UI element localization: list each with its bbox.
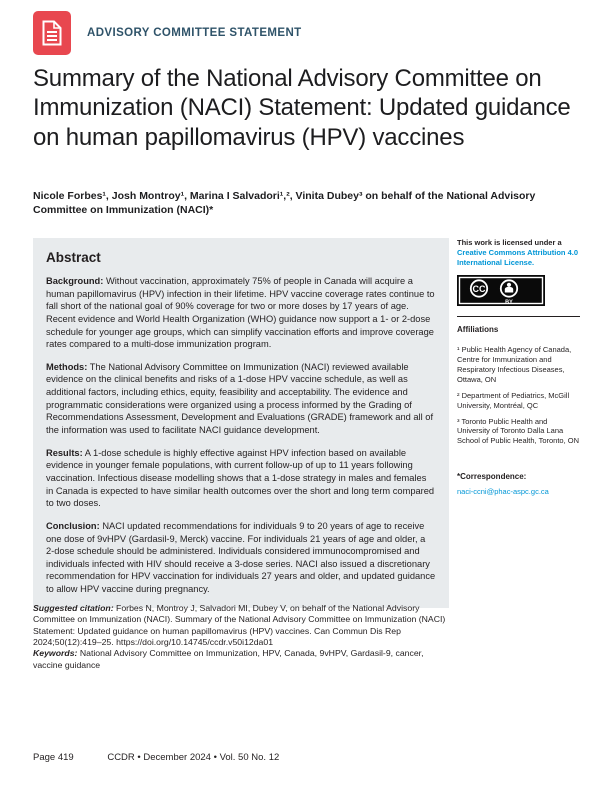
affiliation-1: ¹ Public Health Agency of Canada, Centre for Immunization and Respiratory Infectious Diseases, Ottawa, ON [457, 345, 572, 384]
document-icon [33, 11, 71, 55]
article-title: Summary of the National Advisory Committee on Immunization (NACI) Statement: Updated guidance on human papillomavirus (HPV) vaccines [33, 65, 571, 151]
correspondence-block [457, 472, 580, 496]
abstract-results-label: Results: [46, 447, 83, 458]
abstract-results-text: A 1-dose schedule is highly effective against HPV infection based on available evidence in younger female populations, with current follow-up of up to 11 years following vaccination. Infectious disease modelling shows that a 1-dose strategy in males and females in Canada is expected to have similar health outcomes over the short and long term compared to two doses. [46, 447, 435, 509]
affiliations-heading: Affiliations [457, 324, 499, 334]
keywords [33, 648, 451, 671]
page-number: Page 419 [33, 752, 74, 763]
suggested-citation [33, 603, 451, 648]
license-statement [457, 238, 580, 268]
abstract-heading: Abstract [46, 250, 101, 265]
suggested-citation-text: Forbes N, Montroy J, Salvadori MI, Dubey V, on behalf of the National Advisory Committee on Immunization (NACI). Summary of the National Advisory Committee on Immunization (NACI) Statement: Updated guidance on human papillomavirus (HPV) vaccines. Can Commun Dis Rep 2024;50(12):419–25. https://doi.org/10.14745/ccdr.v50i12da01 [33, 603, 446, 647]
abstract-conclusion-label: Conclusion: [46, 520, 100, 531]
abstract-conclusion-text: NACI updated recommendations for individuals 9 to 20 years of age to receive one dose of 9vHPV (Gardasil-9, Merck) vaccine. For individuals 21 years of age and older, a 2-dose schedule should be administered. Individuals considered immunocompromised and individuals infected with HIV should receive a 3-dose series. NACI also issued a discretionary recommendation for HPV vaccination for individuals 27 years and older, and updated guidance to allow HPV vaccine during pregnancy. [46, 520, 436, 595]
cc-by-label: BY [505, 299, 513, 306]
sidebar-divider [457, 316, 580, 317]
correspondence-label: *Correspondence: [457, 472, 527, 482]
cc-by-badge-icon [457, 275, 545, 306]
abstract-methods-label: Methods: [46, 361, 88, 372]
license-prefix: This work is licensed under a [457, 238, 562, 247]
svg-text:CC: CC [472, 283, 486, 294]
suggested-citation-label: Suggested citation: [33, 603, 114, 613]
abstract-background-text: Without vaccination, approximately 75% of people in Canada will acquire a human papillomavirus (HPV) infection in their lifetime. HPV vaccine coverage rates continue to fall short of the national goal of 90% coverage for two or more doses by 17 years of age. Recent evidence and World Health Organization (WHO) guidance now support a 1- or 2-dose schedule for younger age groups, which can simplify vaccination efforts and improve coverage rates compared to a multi-dose immunization program. [46, 276, 435, 350]
correspondence-email-link[interactable]: naci-ccni@phac-aspc.gc.ca [457, 486, 549, 496]
affiliation-3: ³ Toronto Public Health and University of Toronto Dalla Lana School of Public Health, Toronto, ON [457, 416, 580, 446]
sidebar [457, 238, 580, 497]
abstract-box [33, 238, 449, 608]
keywords-text: National Advisory Committee on Immunization, HPV, Canada, 9vHPV, Gardasil-9, cancer, vaccine guidance [33, 648, 424, 670]
abstract-conclusion [46, 520, 436, 596]
author-line: Nicole Forbes¹, Josh Montroy¹, Marina I Salvadori¹,², Vinita Dubey³ on behalf of the National Advisory Committee on Immunization (NACI)* [33, 190, 536, 216]
page-footer [33, 752, 579, 763]
abstract-background-label: Background: [46, 276, 104, 286]
abstract-methods-text: The National Advisory Committee on Immunization (NACI) reviewed available evidence on the clinical benefits and risks of a 1-dose HPV vaccine schedule, as well as additional factors, including ethics, equity, feasibility and acceptability. The evidence and programmatic considerations were organized using a process informed by the Grading of Recommendations Assessment, Development and Evaluations (GRADE) framework and all of the information was used to facilitate NACI guidance development. [46, 361, 434, 436]
affiliation-2: ² Department of Pediatrics, McGill University, Montréal, QC [457, 390, 570, 410]
journal-issue-line: CCDR • December 2024 • Vol. 50 No. 12 [107, 752, 280, 763]
abstract-background [46, 275, 436, 351]
article-type-header [33, 11, 302, 55]
article-type-label: ADVISORY COMMITTEE STATEMENT [87, 27, 302, 39]
abstract-methods [46, 361, 436, 437]
abstract-results [46, 447, 436, 510]
citation-block [33, 603, 451, 671]
keywords-label: Keywords: [33, 648, 78, 659]
license-link[interactable]: Creative Commons Attribution 4.0 International License. [457, 247, 578, 267]
